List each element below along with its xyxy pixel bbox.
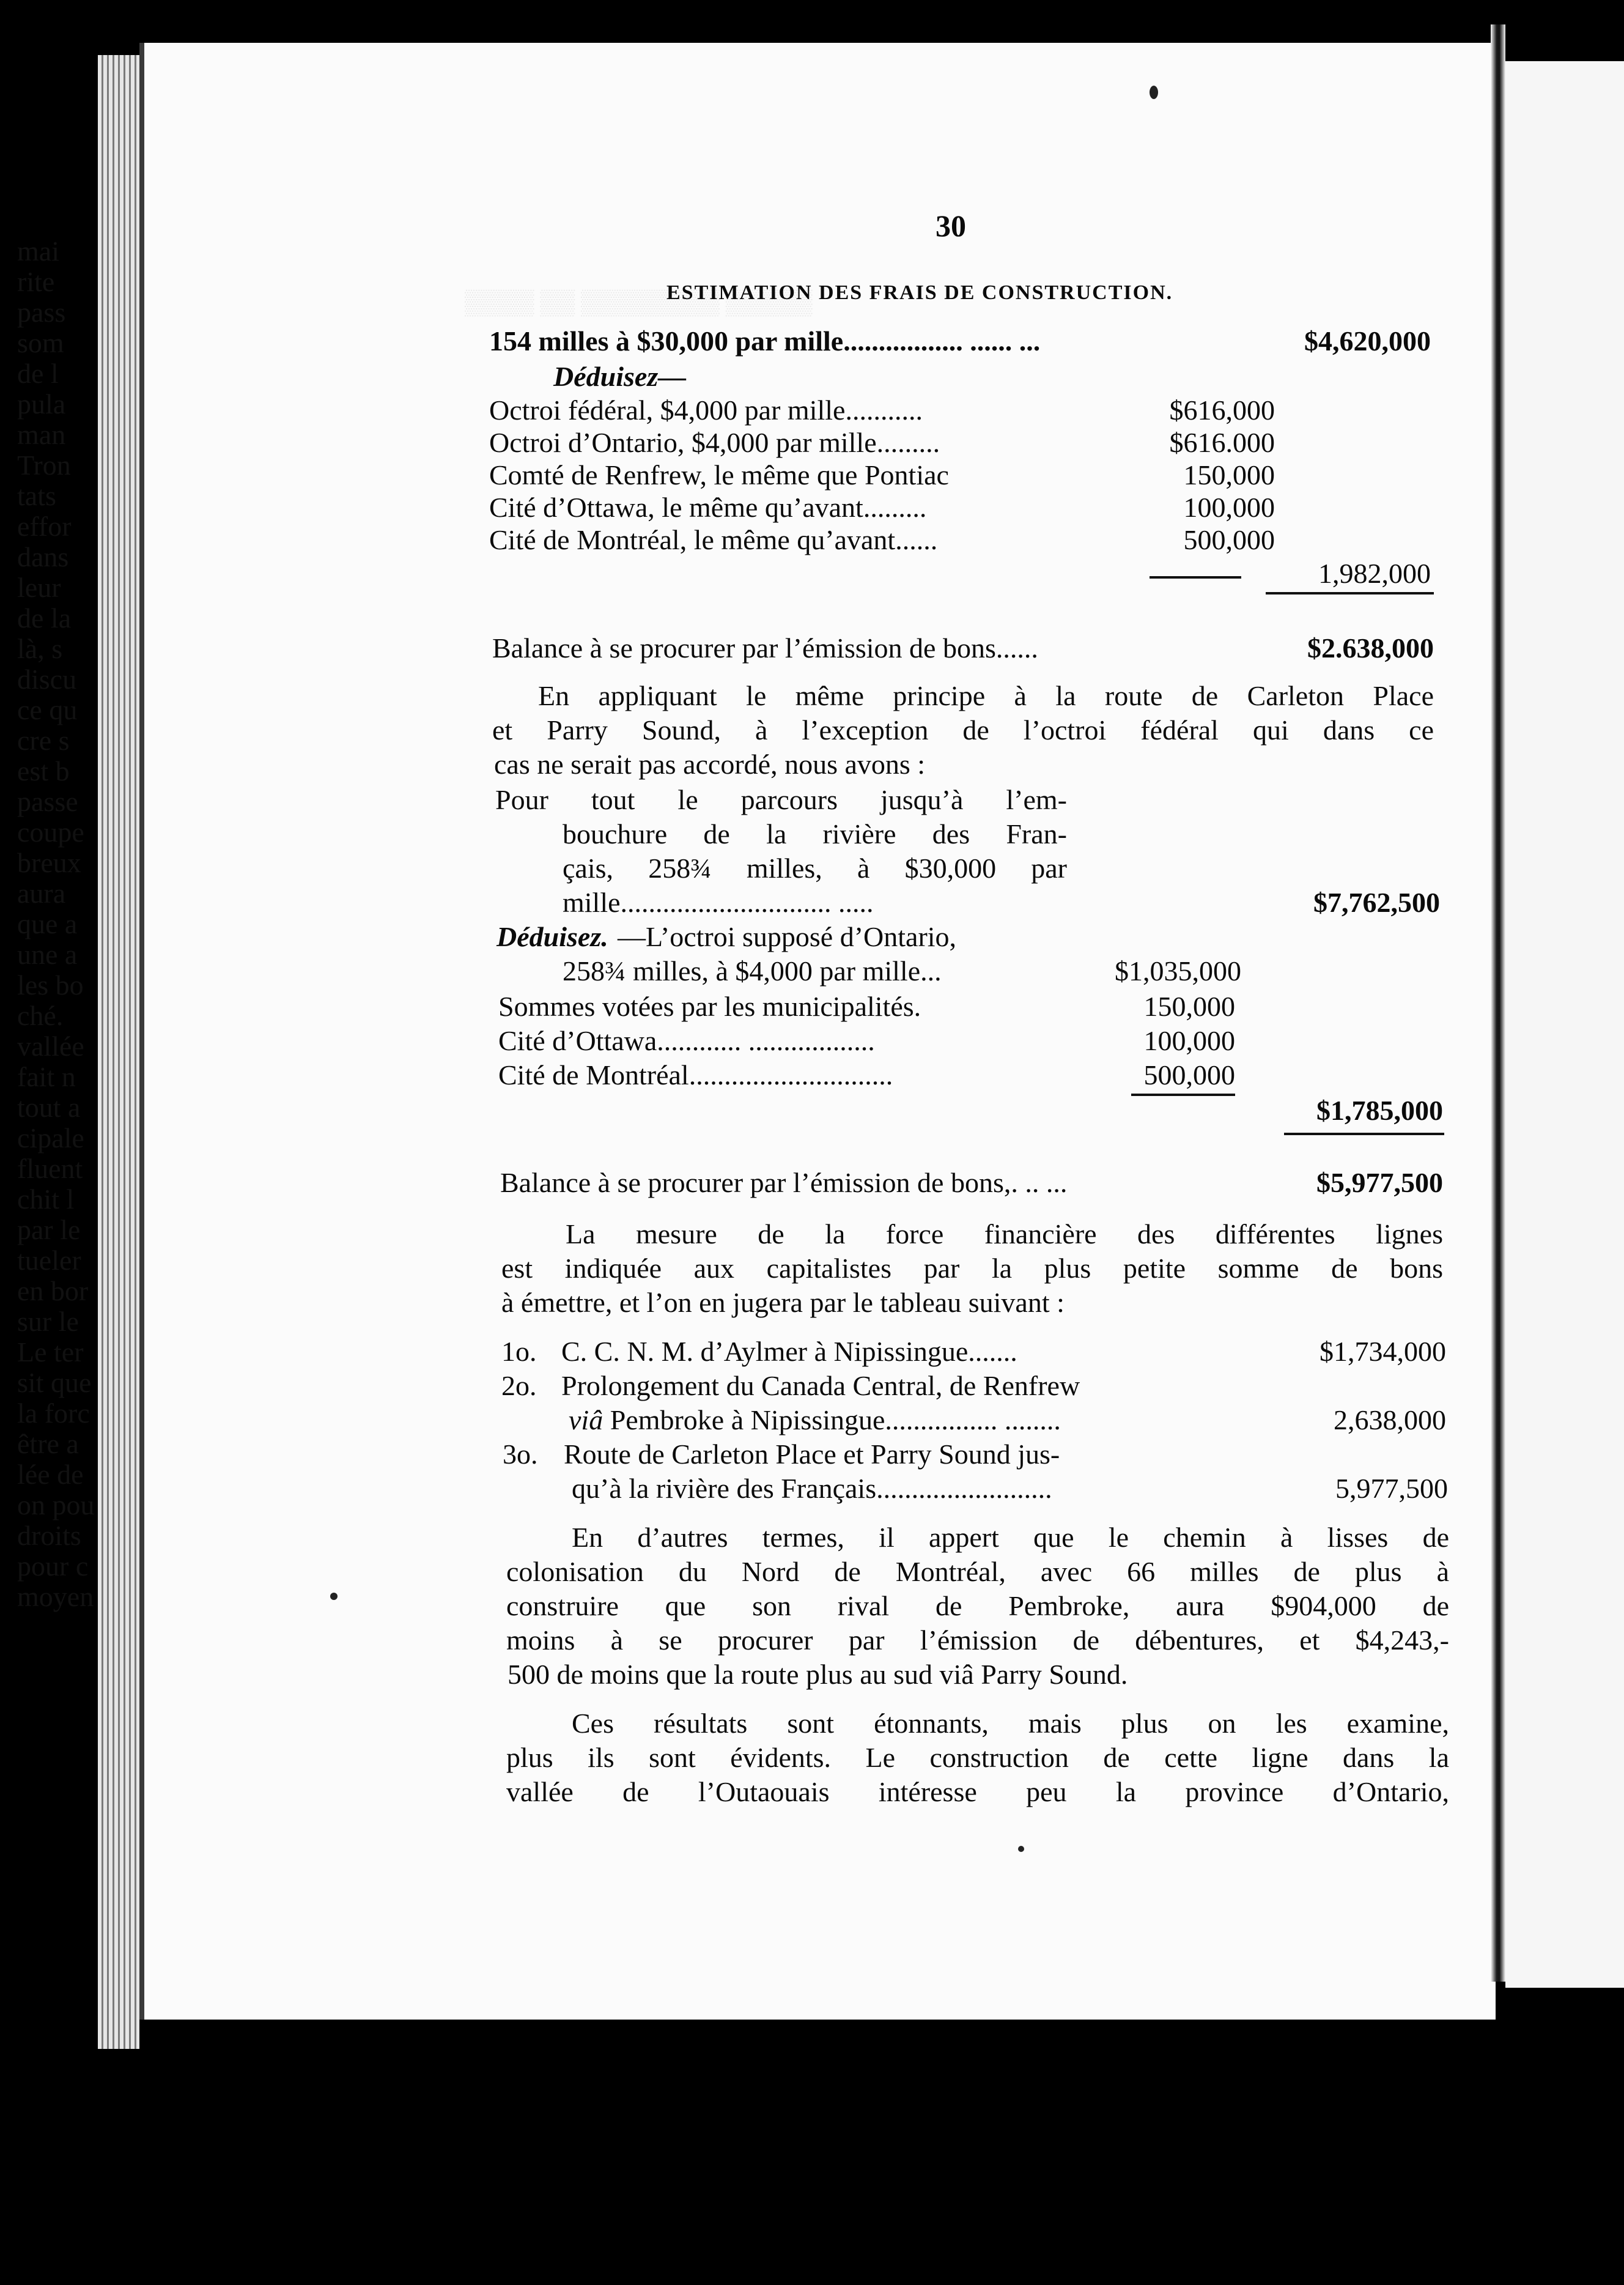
total-rule (1284, 1133, 1444, 1135)
bleed-through-text: ▒▒▒▒ ▒▒ ▒▒▒▒▒▒▒▒ ▒▒▒▒▒ (465, 288, 813, 316)
right-page-word: leur (17, 572, 61, 603)
right-page-word: coupe (17, 817, 84, 848)
paragraph-line: construire que son rival de Pembroke, aura $904,000 de (506, 1590, 1449, 1621)
total-rule (1266, 592, 1434, 594)
deduction-row: Cité d’Ottawa............ .................. (498, 1025, 875, 1056)
deduction-amount: 500,000 (1183, 524, 1275, 555)
deduction-row: —L’octroi supposé d’Ontario, (618, 921, 957, 952)
table-row-number: 1o. (501, 1336, 537, 1367)
deduction-row: Sommes votées par les municipalités. (498, 991, 921, 1022)
table-row-label: Route de Carleton Place et Parry Sound jus- (564, 1439, 1060, 1470)
estimate1-total: $4,620,000 (1304, 325, 1431, 357)
page-number: 30 (936, 209, 966, 243)
paragraph-line: En appliquant le même principe à la route de Carleton Place (538, 680, 1434, 711)
table-row-amount: 2,638,000 (1334, 1404, 1446, 1435)
deduction-row: Octroi fédéral, $4,000 par mille........... (489, 394, 923, 426)
right-page-word: tats (17, 480, 56, 511)
right-page-word: est b (17, 755, 70, 787)
estimate2-line: çais, 258¾ milles, à $30,000 par (563, 853, 1067, 884)
right-page-word: on pou (17, 1489, 95, 1520)
deduction-amount: 150,000 (1183, 459, 1275, 491)
right-page-word: par le (17, 1214, 81, 1245)
table-row-label: Prolongement du Canada Central, de Renfrew (561, 1370, 1080, 1401)
paragraph-line: 500 de moins que la route plus au sud viâ Parry Sound. (508, 1659, 1128, 1690)
right-page-word: dans (17, 541, 69, 572)
right-page-word: cre s (17, 725, 70, 756)
right-page-word: chit l (17, 1183, 75, 1215)
right-page-word: breux (17, 847, 81, 878)
paragraph-line: cas ne serait pas accordé, nous avons : (494, 749, 926, 780)
table-row-label-rest: Pembroke à Nipissingue................ ........ (603, 1404, 1061, 1435)
deduction-amount: 150,000 (1143, 991, 1235, 1022)
estimate2-total: $7,762,500 (1313, 887, 1440, 918)
table-row-label-cont: qu’à la rivière des Français......................... (572, 1473, 1052, 1504)
right-page-word: en bor (17, 1275, 89, 1306)
right-page-word: tueler (17, 1245, 81, 1276)
deduction-amount: 100,000 (1143, 1025, 1235, 1056)
estimate1-line: 154 milles à $30,000 par mille................. ...... ... (489, 325, 1041, 357)
table-row-amount: $1,734,000 (1320, 1336, 1446, 1367)
right-page-word: droits (17, 1520, 81, 1551)
right-page-word: discu (17, 664, 77, 695)
table-row-number: 2o. (501, 1370, 537, 1401)
right-page-word: les bo (17, 969, 84, 1001)
right-page-word: man (17, 419, 66, 450)
deductions-total: 1,982,000 (1318, 558, 1431, 589)
deduction-row: Cité d’Ottawa, le même qu’avant......... (489, 492, 927, 523)
right-page-word: Le ter (17, 1336, 84, 1368)
right-page-word: tout a (17, 1092, 81, 1123)
right-page-word: pass (17, 297, 66, 328)
right-page-word: une a (17, 939, 78, 970)
table-row-amount: 5,977,500 (1335, 1473, 1448, 1504)
right-page-word: pour c (17, 1550, 89, 1582)
scan-speck (1018, 1846, 1024, 1852)
deduct-label: Déduisez. (496, 921, 608, 952)
deduction-row: Cité de Montréal, le même qu’avant...... (489, 524, 938, 555)
right-page-word: de l (17, 358, 59, 389)
right-page-word: la forc (17, 1398, 90, 1429)
deduction-amount: $616.000 (1169, 427, 1275, 458)
subtotal-rule (1150, 576, 1241, 579)
right-page-word: passe (17, 786, 78, 817)
paragraph-line: colonisation du Nord de Montréal, avec 66 milles de plus à (506, 1556, 1449, 1587)
paragraph-line: En d’autres termes, il appert que le chemin à lisses de (572, 1522, 1449, 1553)
deduction-row: Cité de Montréal............................. (498, 1059, 893, 1091)
balance-amount: $5,977,500 (1316, 1167, 1443, 1198)
deduction-amount: $616,000 (1169, 394, 1275, 426)
right-page-word: que a (17, 908, 78, 939)
deduction-row: Comté de Renfrew, le même que Pontiac (489, 459, 949, 491)
table-row-number: 3o. (503, 1439, 538, 1470)
right-page (1505, 61, 1624, 1988)
page-edges (98, 55, 139, 2049)
right-page-word: som (17, 327, 64, 358)
paragraph-line: plus ils sont évidents. Le construction de cette ligne dans la (506, 1742, 1449, 1773)
via-italic: viâ (569, 1404, 603, 1435)
right-page-word: aura (17, 878, 66, 909)
right-page-word: pula (17, 388, 66, 420)
deductions-total: $1,785,000 (1316, 1095, 1443, 1126)
scan-speck (330, 1593, 338, 1600)
deduct-label: Déduisez— (553, 361, 687, 392)
paragraph-line: vallée de l’Outaouais intéresse peu la province d’Ontario, (506, 1776, 1449, 1807)
subtotal-rule (1131, 1094, 1235, 1096)
table-row-label-cont (569, 1404, 1061, 1436)
deduction-amount: $1,035,000 (1115, 955, 1241, 987)
paragraph-line: est indiquée aux capitalistes par la plus petite somme de bons (501, 1253, 1443, 1284)
right-page-word: fait n (17, 1061, 76, 1092)
paragraph-line: La mesure de la force financière des différentes lignes (566, 1218, 1443, 1250)
scan-speck (1150, 86, 1158, 99)
deduction-amount: 500,000 (1143, 1059, 1235, 1091)
paragraph-line: à émettre, et l’on en jugera par le tableau suivant : (501, 1287, 1065, 1318)
estimate2-line: mille.............................. ..... (563, 887, 874, 918)
paragraph-line: moins à se procurer par l’émission de débentures, et $4,243,- (506, 1624, 1449, 1656)
right-page-word: de la (17, 602, 72, 634)
table-row-label: C. C. N. M. d’Aylmer à Nipissingue....... (561, 1336, 1017, 1367)
right-page-word: moyen (17, 1581, 94, 1612)
balance-label: Balance à se procurer par l’émission de bons,. .. ... (500, 1167, 1068, 1198)
right-page-word: Tron (17, 450, 71, 481)
right-page-word: cipale (17, 1122, 84, 1154)
right-page-word: fluent (17, 1153, 83, 1184)
section-heading: ESTIMATION DES FRAIS DE CONSTRUCTION. (666, 281, 1173, 304)
estimate2-line: bouchure de la rivière des Fran- (563, 818, 1067, 850)
right-page-word: lée de (17, 1459, 84, 1490)
book-gutter (1491, 24, 1505, 1982)
right-page-word: mai (17, 235, 59, 267)
deduction-amount: 100,000 (1183, 492, 1275, 523)
right-page-word: sur le (17, 1306, 79, 1337)
right-page-word: ché. (17, 1000, 64, 1031)
right-page-word: ce qu (17, 694, 78, 725)
right-page-word: sit que (17, 1367, 92, 1398)
deduction-row: Octroi d’Ontario, $4,000 par mille......... (489, 427, 940, 458)
estimate2-line: Pour tout le parcours jusqu’à l’em- (495, 784, 1067, 815)
right-page-word: vallée (17, 1031, 84, 1062)
deduction-row: 258¾ milles, à $4,000 par mille... (563, 955, 942, 987)
right-page-word: être a (17, 1428, 79, 1459)
right-page-word: effor (17, 511, 72, 542)
paragraph-line: et Parry Sound, à l’exception de l’octroi fédéral qui dans ce (492, 714, 1434, 746)
paragraph-line: Ces résultats sont étonnants, mais plus on les examine, (572, 1708, 1449, 1739)
right-page-word: là, s (17, 633, 63, 664)
balance-amount: $2.638,000 (1307, 632, 1434, 664)
right-page-word: rite (17, 266, 55, 297)
balance-label: Balance à se procurer par l’émission de bons...... (492, 632, 1038, 664)
